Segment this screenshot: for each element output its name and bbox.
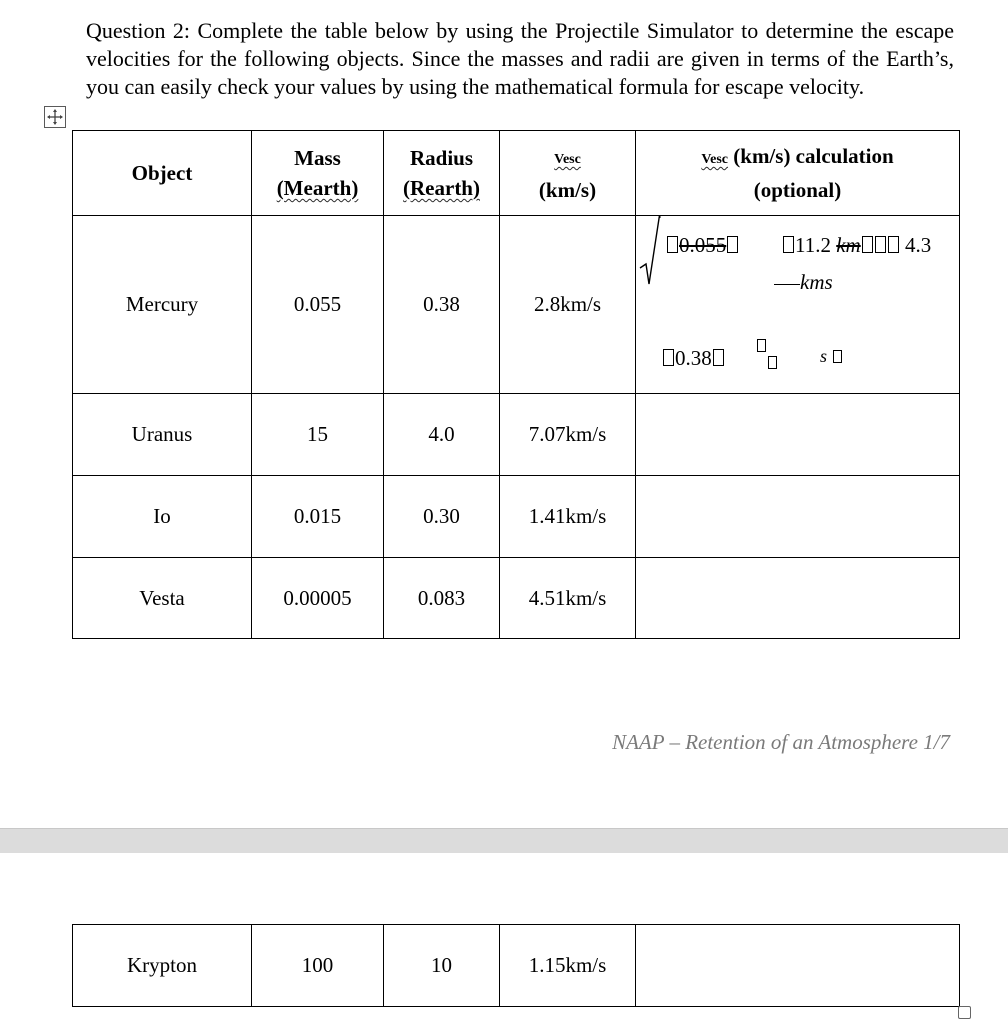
cell-mass[interactable]: 0.015: [252, 476, 384, 558]
missing-glyph-icon: [727, 236, 738, 253]
table-row: [73, 925, 960, 1007]
missing-glyph-icon: [862, 236, 873, 253]
escape-velocity-table: [72, 130, 960, 639]
cell-calculation[interactable]: [636, 216, 960, 394]
missing-glyph-icon: [833, 350, 842, 363]
cell-object[interactable]: Uranus: [73, 394, 252, 476]
question-2-text: Question 2: Complete the table below by using the Projectile Simulator to determine the escape velocities for the following objects. Since the masses and radii are given in terms of the Earth’s, you can easily check your values by using the mathematical formula for escape velocity.: [86, 18, 954, 99]
cell-vesc[interactable]: 2.8km/s: [500, 216, 636, 394]
cell-calculation[interactable]: [636, 558, 960, 639]
missing-glyph-icon: [875, 236, 886, 253]
cell-object[interactable]: Krypton: [73, 925, 252, 1007]
cell-object[interactable]: Io: [73, 476, 252, 558]
header-vesc: Vesc (km/s): [500, 131, 636, 216]
table-header-row: [73, 131, 960, 216]
cell-vesc[interactable]: 1.41km/s: [500, 476, 636, 558]
cell-mass[interactable]: 0.00005: [252, 558, 384, 639]
cell-radius[interactable]: 4.0: [384, 394, 500, 476]
missing-glyph-icon: [667, 236, 678, 253]
header-radius: Radius (Rearth): [384, 131, 500, 216]
cell-radius[interactable]: 0.083: [384, 558, 500, 639]
cell-mass[interactable]: 15: [252, 394, 384, 476]
cell-vesc[interactable]: 1.15km/s: [500, 925, 636, 1007]
table-row: [73, 394, 960, 476]
cell-radius[interactable]: 0.30: [384, 476, 500, 558]
page-footer: NAAP – Retention of an Atmosphere 1/7: [612, 730, 950, 754]
missing-glyph-icon: [713, 349, 724, 366]
cell-object[interactable]: Vesta: [73, 558, 252, 639]
mercury-calculation: 0.055 11.2 km 4.3 kms 0.38 s: [636, 216, 960, 394]
cell-mass[interactable]: 0.055: [252, 216, 384, 394]
cell-radius[interactable]: 0.38: [384, 216, 500, 394]
page-break: [0, 828, 1008, 854]
cell-calculation[interactable]: [636, 394, 960, 476]
table-row: [73, 558, 960, 639]
missing-glyph-icon: [768, 356, 777, 369]
table-move-handle-icon[interactable]: [44, 106, 66, 128]
cell-vesc[interactable]: 7.07km/s: [500, 394, 636, 476]
cell-calculation[interactable]: [636, 476, 960, 558]
cell-calculation[interactable]: [636, 925, 960, 1007]
cell-mass[interactable]: 100: [252, 925, 384, 1007]
header-object: Object: [73, 131, 252, 216]
cell-vesc[interactable]: 4.51km/s: [500, 558, 636, 639]
missing-glyph-icon: [783, 236, 794, 253]
missing-glyph-icon: [888, 236, 899, 253]
table-row: [73, 476, 960, 558]
missing-glyph-icon: [757, 339, 766, 352]
cell-object[interactable]: Mercury: [73, 216, 252, 394]
table-row: [73, 216, 960, 394]
escape-velocity-table-continued: [72, 924, 960, 1007]
header-calculation: Vesc (km/s) calculation (optional): [636, 131, 960, 216]
cell-radius[interactable]: 10: [384, 925, 500, 1007]
header-mass: Mass (Mearth): [252, 131, 384, 216]
missing-glyph-icon: [663, 349, 674, 366]
table-resize-handle-icon[interactable]: [958, 1006, 971, 1019]
